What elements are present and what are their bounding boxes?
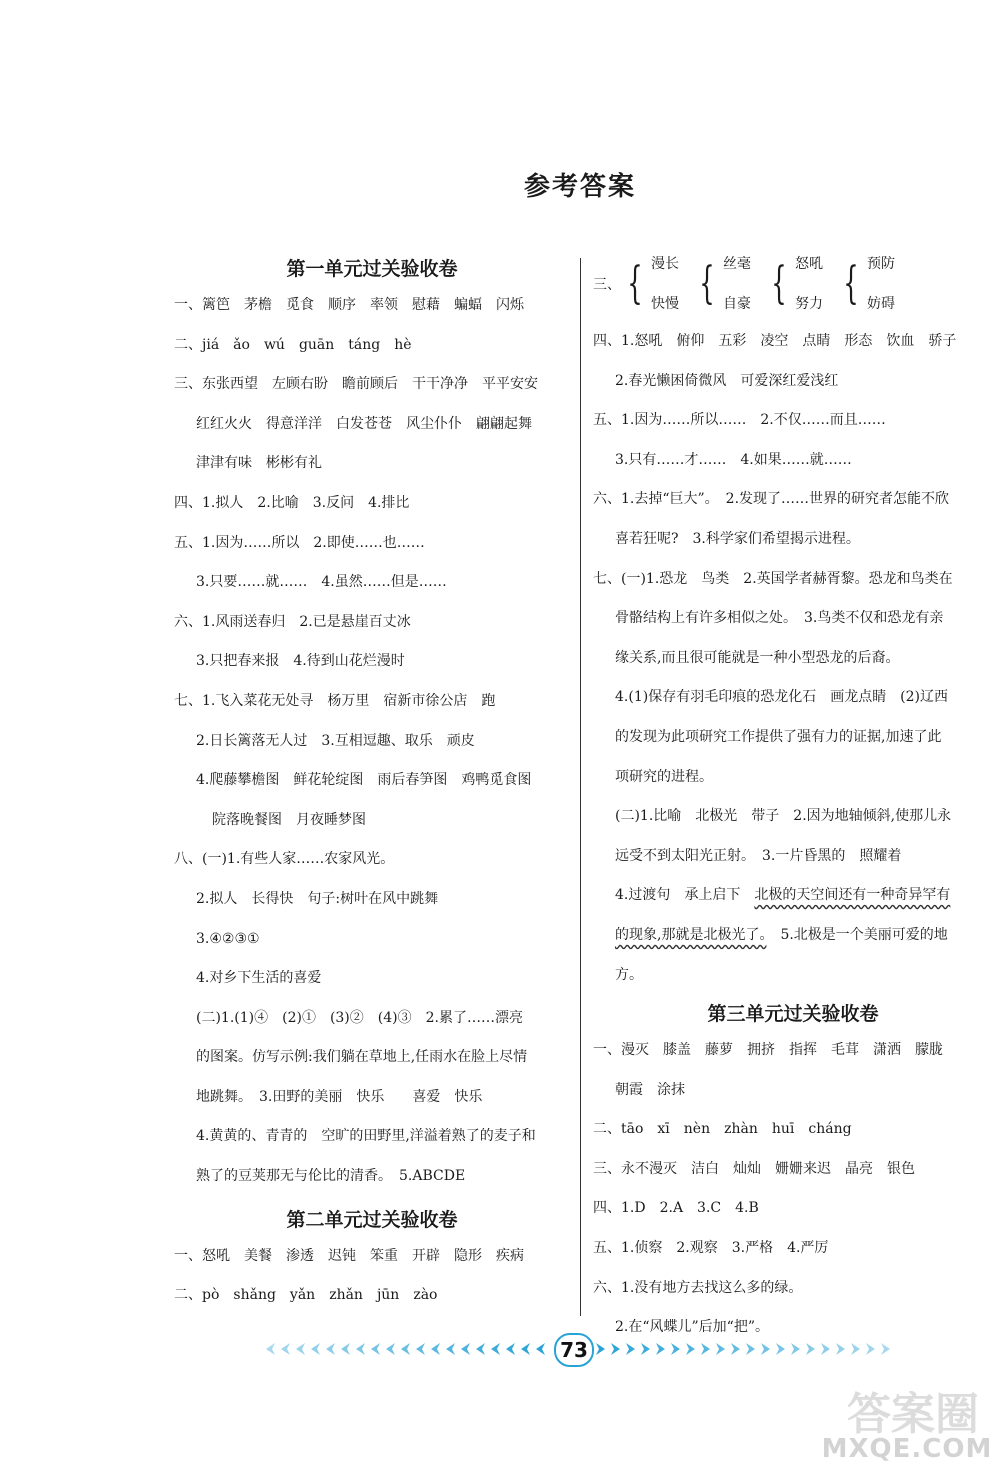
right-arrow-icon [626,1343,635,1355]
answer-line: 2.在“风蝶儿”后加“把”。 [615,1319,769,1336]
section-title-unit3: 第三单元过关验收卷 [707,1003,879,1026]
watermark-text: MXQE.COM [821,1434,993,1464]
answer-line: 津津有味 彬彬有礼 [196,455,322,472]
right-arrow-icon [776,1343,785,1355]
answer-line: 2.拟人 长得快 句子:树叶在风中跳舞 [196,890,439,907]
brace-group [765,248,823,320]
answer-line: 五、1.侦察 2.观察 3.严格 4.严厉 [593,1240,829,1257]
answer-line: 院落晚餐图 月夜睡梦图 [212,811,366,828]
left-arrow-icon [401,1343,410,1355]
column-divider [580,258,581,1316]
answer-line: 2.春光懒困倚微风 可爱深红爱浅红 [615,372,839,389]
answer-line: 一、漫灭 膝盖 藤萝 拥挤 指挥 毛茸 潇洒 朦胧 [593,1042,943,1059]
answer-line: 一、怒吼 美餐 渗透 迟钝 笨重 开辟 隐形 疾病 [174,1247,524,1264]
right-arrow-icon [851,1343,860,1355]
answer-line: 3.只有……才…… 4.如果……就…… [615,451,852,468]
left-arrow-icon [326,1343,335,1355]
answer-line: 地跳舞。 3.田野的美丽 快乐 喜爱 快乐 [196,1088,483,1105]
question-number: 三、 [593,277,621,293]
answer-line: 七、(一)1.恐龙 鸟类 2.英国学者赫胥黎。恐龙和鸟类在 [593,570,953,587]
brace-item: 快慢 [651,296,679,312]
left-arrow-icon [491,1343,500,1355]
answer-line: 六、1.去掉“巨大”。 2.发现了……世界的研究者怎能不欣 [593,491,950,508]
left-brace-icon: { [699,258,715,309]
answer-line: 方。 [615,966,643,983]
page-footer [262,1334,902,1364]
right-column [593,252,993,1348]
answer-line: 四、1.D 2.A 3.C 4.B [593,1200,759,1217]
left-arrow-icon [446,1343,455,1355]
right-arrow-icon [701,1343,710,1355]
left-arrow-decoration [262,1341,552,1357]
left-arrow-icon [266,1343,275,1355]
answer-line: 红红火火 得意洋洋 白发苍苍 风尘仆仆 翩翩起舞 [196,415,532,432]
right-arrow-icon [641,1343,650,1355]
left-arrow-icon [416,1343,425,1355]
right-arrow-icon [881,1343,890,1355]
answer-line: 六、1.没有地方去找这么多的绿。 [593,1279,803,1296]
brace-item: 怒吼 [795,256,823,272]
left-brace-icon: { [843,258,859,309]
answer-line: 2.日长篱落无人过 3.互相逗趣、取乐 顽皮 [196,732,475,749]
answer-line: 3.只把春来报 4.待到山花烂漫时 [196,653,405,670]
answer-line: 六、1.风雨送春归 2.已是悬崖百丈冰 [174,613,411,630]
answer-line: 项研究的进程。 [615,768,713,785]
answer-line: 3.④②③① [196,930,260,947]
right-arrow-icon [686,1343,695,1355]
section-title-unit1: 第一单元过关验收卷 [286,258,458,280]
brace-answer-row [593,246,993,322]
answer-line: 八、(一)1.有些人家……农家风光。 [174,851,395,868]
answer-line: 七、1.飞入菜花无处寻 杨万里 宿新市徐公店 跑 [174,692,496,709]
answer-line: 二、tāo xī nèn zhàn huī cháng [593,1121,852,1138]
answer-line: 二、jiá ǎo wú guān táng hè [174,336,412,353]
answer-line: 熟了的豆荚那无与伦比的清香。 5.ABCDE [196,1168,466,1185]
left-brace-icon: { [627,258,643,309]
right-arrow-icon [731,1343,740,1355]
answer-line: 远受不到太阳光正射。 3.一片昏黑的 照耀着 [615,847,902,864]
left-arrow-icon [371,1343,380,1355]
brace-group [621,248,679,320]
answer-line: 三、永不漫灭 洁白 灿灿 姗姗来迟 晶亮 银色 [593,1160,915,1177]
wavy-underlined-text: 的现象,那就是北极光了。 [615,926,767,943]
answer-line: 五、1.因为……所以 2.即使……也…… [174,534,425,551]
watermark-logo: 答案圈 [847,1389,979,1440]
left-arrow-icon [296,1343,305,1355]
brace-group [837,248,895,320]
answer-line [593,876,993,916]
brace-group [693,248,751,320]
page-number: 73 [554,1333,594,1367]
brace-item: 妨碍 [867,296,895,312]
right-arrow-icon [611,1343,620,1355]
answer-line: 三、东张西望 左顾右盼 瞻前顾后 干干净净 平平安安 [174,376,538,393]
answer-line: 4.黄黄的、青青的 空旷的田野里,洋溢着熟了的麦子和 [196,1128,536,1145]
answer-line: (二)1.(1)④ (2)① (3)② (4)③ 2.累了……漂亮 [196,1009,523,1026]
answer-line: 缘关系,而且很可能就是一种小型恐龙的后裔。 [615,649,900,666]
right-arrow-icon [596,1343,605,1355]
brace-item: 自豪 [723,296,751,312]
left-arrow-icon [341,1343,350,1355]
left-arrow-icon [311,1343,320,1355]
left-arrow-icon [386,1343,395,1355]
left-arrow-icon [506,1343,515,1355]
answer-line: 4.爬藤攀檐图 鲜花轮绽图 雨后春笋图 鸡鸭觅食图 [196,772,532,789]
answer-line: 3.只要……就…… 4.虽然……但是…… [196,574,447,591]
watermark [818,1378,998,1474]
answer-text: 4.过渡句 承上启下 [615,887,755,904]
right-arrow-icon [806,1343,815,1355]
answer-line: 的发现为此项研究工作提供了强有力的证据,加速了此 [615,728,942,745]
answer-line [593,916,993,956]
left-arrow-icon [431,1343,440,1355]
answer-line: 四、1.怒吼 俯仰 五彩 凌空 点睛 形态 饮血 骄子 [593,333,957,349]
right-arrow-icon [746,1343,755,1355]
right-arrow-icon [716,1343,725,1355]
right-arrow-icon [671,1343,680,1355]
brace-item: 丝毫 [723,256,751,272]
left-arrow-icon [476,1343,485,1355]
left-column [174,252,570,1316]
left-arrow-icon [521,1343,530,1355]
answer-line: 四、1.拟人 2.比喻 3.反问 4.排比 [174,494,410,511]
answer-line: 4.对乡下生活的喜爱 [196,970,322,987]
answer-line: 骨骼结构上有许多相似之处。 3.鸟类不仅和恐龙有亲 [615,610,944,627]
right-arrow-icon [866,1343,875,1355]
right-arrow-icon [836,1343,845,1355]
wavy-underlined-text: 北极的天空间还有一种奇异罕有 [754,887,951,904]
answer-line: 五、1.因为……所以…… 2.不仅……而且…… [593,412,886,429]
right-arrow-icon [761,1343,770,1355]
right-arrow-icon [821,1343,830,1355]
left-arrow-icon [461,1343,470,1355]
left-arrow-icon [356,1343,365,1355]
answer-line: 二、pò shǎng yǎn zhǎn jūn zào [174,1287,438,1304]
left-arrow-icon [536,1343,545,1355]
right-arrow-decoration [592,1341,892,1357]
right-arrow-icon [791,1343,800,1355]
answer-text: 5.北极是一个美丽可爱的地 [766,926,948,943]
answer-line: 的图案。仿写示例:我们躺在草地上,任雨水在脸上尽情 [196,1049,528,1066]
answer-line: 朝霞 涂抹 [615,1081,685,1098]
answer-line: (二)1.比喻 北极光 带子 2.因为地轴倾斜,使那儿永 [615,808,952,825]
brace-item: 漫长 [651,256,679,272]
brace-item: 预防 [867,256,895,272]
right-arrow-icon [656,1343,665,1355]
left-brace-icon: { [771,258,787,309]
section-title-unit2: 第二单元过关验收卷 [286,1208,458,1231]
answer-line: 一、篱笆 茅檐 觅食 顺序 率领 慰藉 蝙蝠 闪烁 [174,297,524,313]
left-arrow-icon [281,1343,290,1355]
answer-line: 喜若狂呢? 3.科学家们希望揭示进程。 [615,530,860,547]
page-title: 参考答案 [523,172,636,202]
answer-line: 4.(1)保存有羽毛印痕的恐龙化石 画龙点睛 (2)辽西 [615,689,949,706]
brace-item: 努力 [795,296,823,312]
